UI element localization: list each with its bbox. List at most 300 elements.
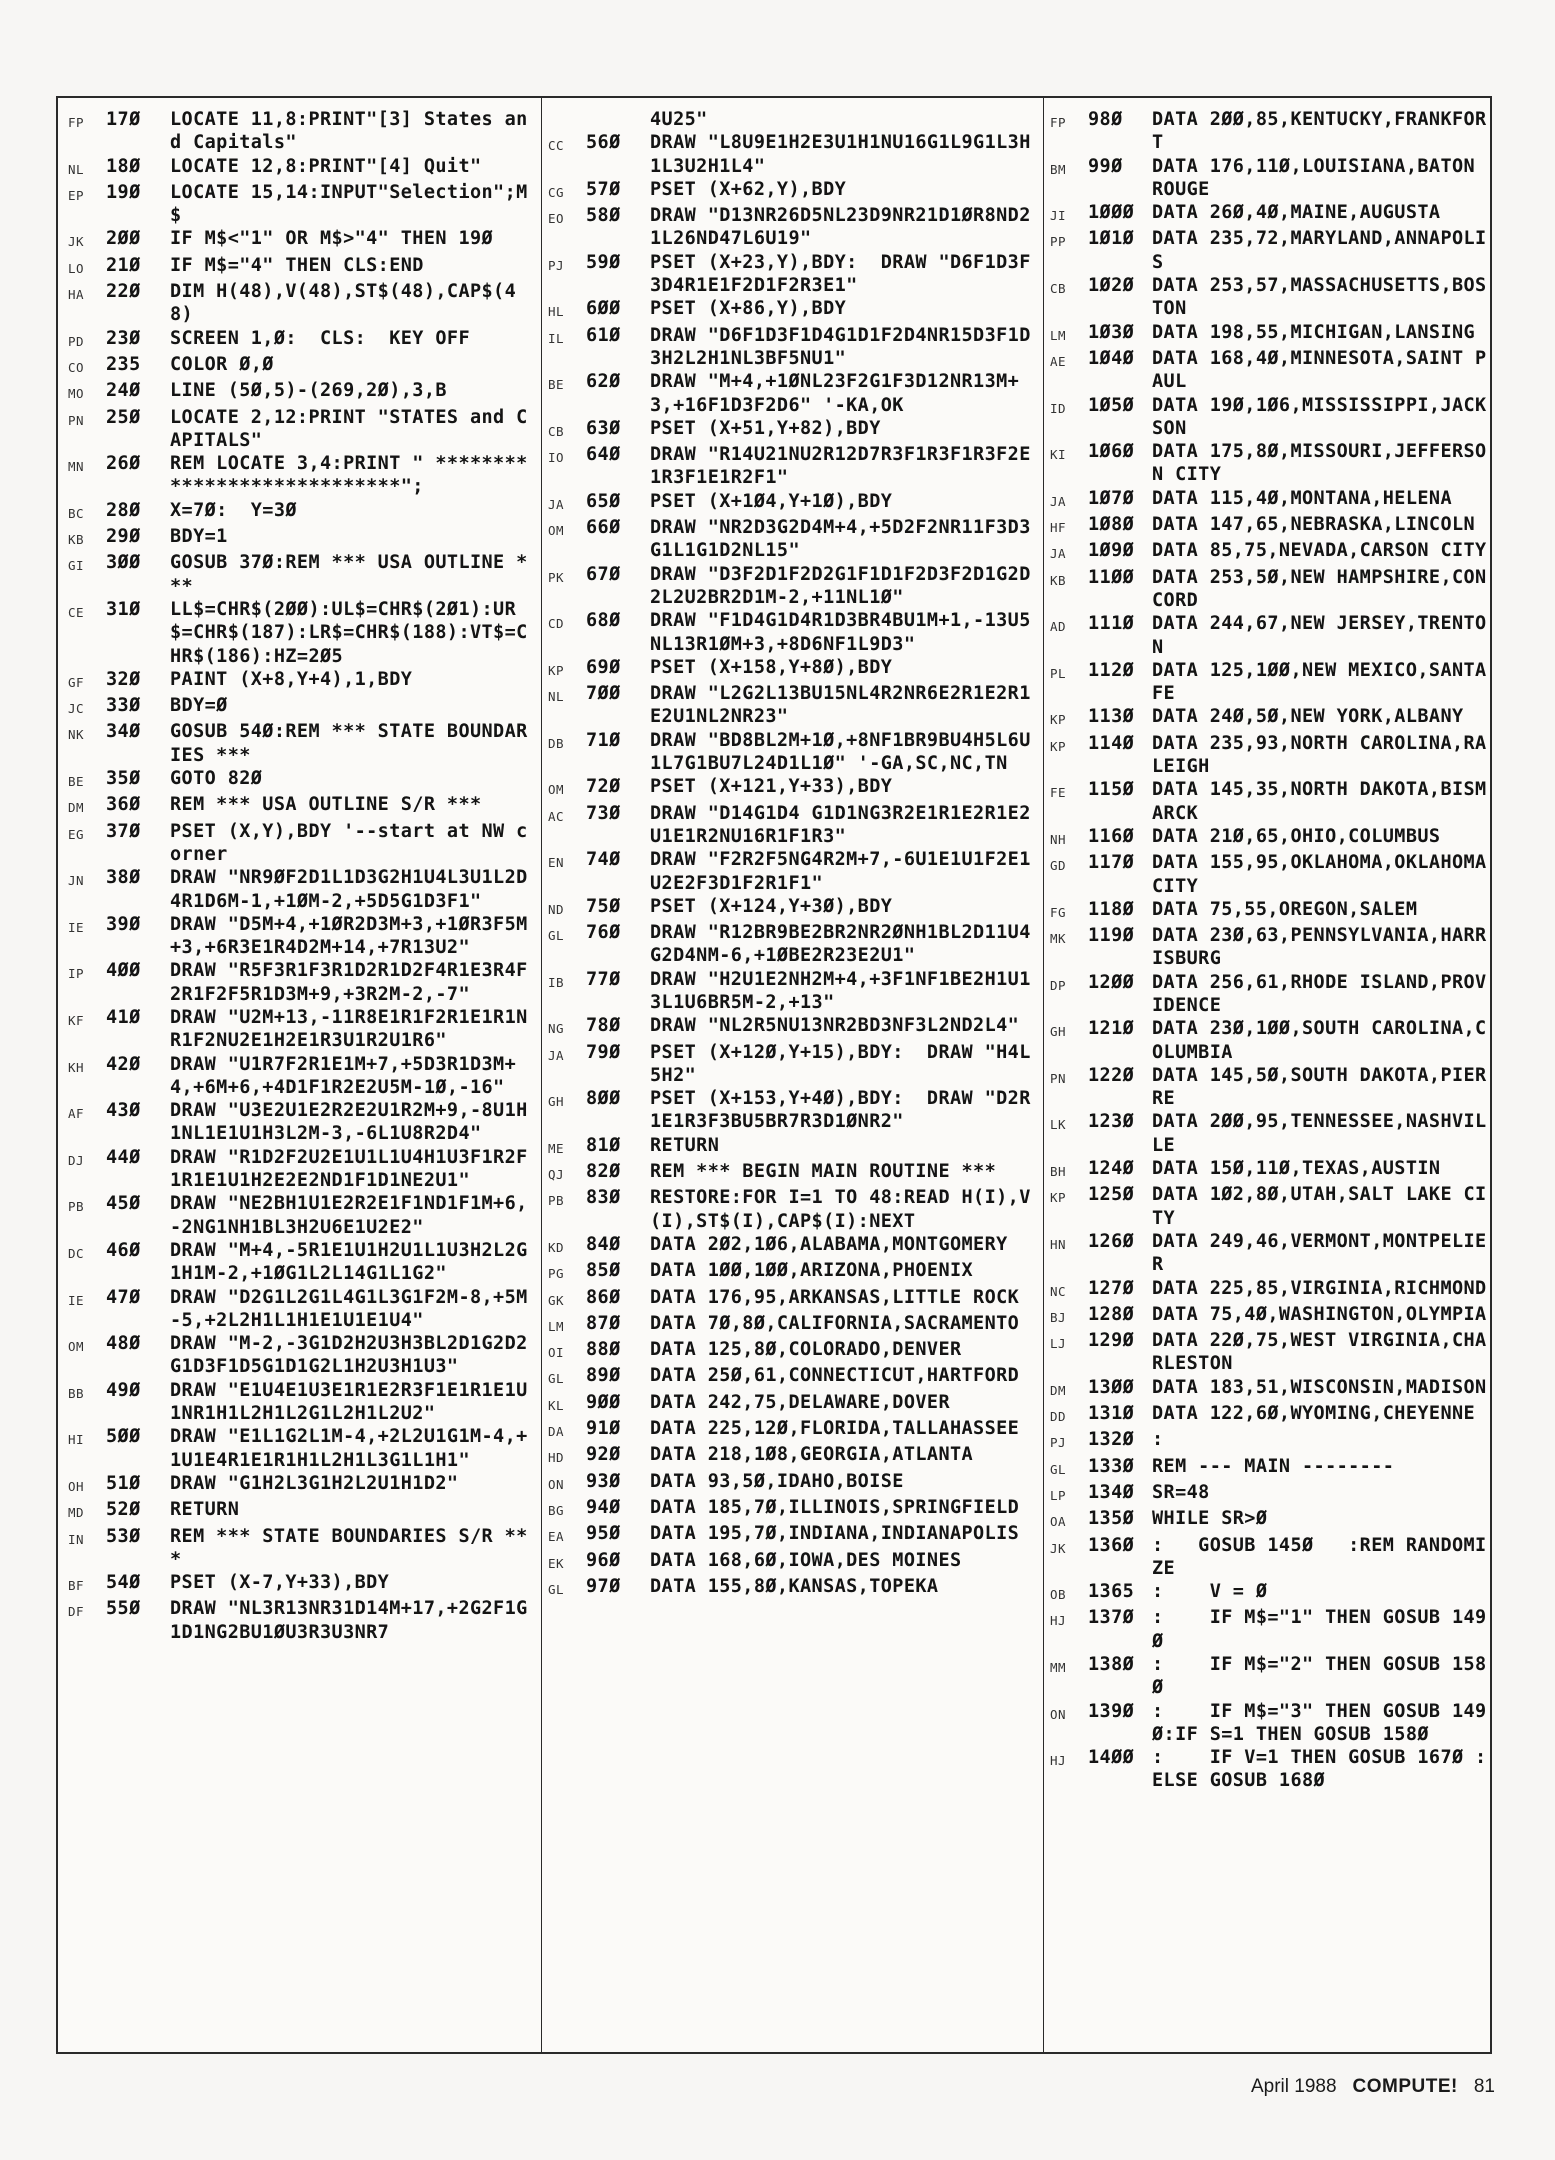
- code-line: [1050, 1303, 1488, 1329]
- checksum: JN: [68, 873, 85, 889]
- line-number: 66Ø: [586, 517, 621, 539]
- checksum: ON: [548, 1476, 565, 1492]
- line-number: 86Ø: [586, 1286, 621, 1308]
- code-line: [548, 1233, 1036, 1259]
- code-text: PSET (X+124,Y+3Ø),BDY: [650, 895, 893, 917]
- code-text: GOSUB 37Ø:REM *** USA OUTLINE ***: [170, 552, 528, 597]
- column-divider: [1043, 98, 1044, 2052]
- code-line: [1050, 539, 1488, 565]
- code-line: [548, 490, 1036, 516]
- line-number: 55Ø: [106, 1598, 141, 1620]
- code-text: LOCATE 15,14:INPUT"Selection";M$: [170, 181, 528, 227]
- code-line: [1050, 1580, 1488, 1606]
- code-line: [548, 1470, 1036, 1496]
- code-line: [1050, 851, 1499, 898]
- code-text: SR=48: [1152, 1481, 1210, 1503]
- line-number: 21Ø: [106, 254, 141, 276]
- listing-column-3: [1050, 108, 1499, 2044]
- line-number: 34Ø: [106, 721, 141, 743]
- line-number: 43Ø: [106, 1100, 141, 1122]
- code-line: [1050, 1507, 1488, 1533]
- code-text: PSET (X+158,Y+8Ø),BDY: [650, 656, 893, 678]
- line-number: 114Ø: [1088, 732, 1135, 754]
- code-text: 4U25": [650, 109, 708, 130]
- checksum: BF: [68, 1578, 85, 1594]
- code-text: DATA 2Ø2,1Ø6,ALABAMA,MONTGOMERY: [650, 1233, 1008, 1255]
- code-line: [1050, 1277, 1488, 1303]
- line-number: 13ØØ: [1088, 1376, 1135, 1398]
- checksum: KD: [548, 1239, 565, 1255]
- checksum: PK: [548, 569, 565, 585]
- code-text: DIM H(48),V(48),ST$(48),CAP$(48): [170, 281, 517, 326]
- checksum: KI: [1050, 447, 1067, 463]
- code-line: [548, 729, 1036, 776]
- checksum: BC: [68, 505, 85, 521]
- code-line: [548, 108, 1036, 131]
- line-number: 117Ø: [1088, 852, 1135, 874]
- line-number: 33Ø: [106, 695, 141, 717]
- line-number: 77Ø: [586, 968, 621, 990]
- checksum: [548, 108, 586, 111]
- code-text: DRAW "F1D4G1D4R1D3BR4BU1M+1,-13U5NL13R1ØM+3,+8D6NF1L9D3": [650, 610, 1031, 655]
- line-number: 73Ø: [586, 802, 621, 824]
- checksum: BH: [1050, 1164, 1067, 1180]
- checksum: JA: [1050, 493, 1067, 509]
- checksum: MD: [68, 1505, 85, 1521]
- checksum: IB: [548, 974, 565, 990]
- line-number: 46Ø: [106, 1239, 141, 1261]
- code-text: IF M$<"1" OR M$>"4" THEN 19Ø: [170, 228, 494, 250]
- code-text: DATA 147,65,NEBRASKA,LINCOLN: [1152, 514, 1476, 536]
- checksum: HL: [548, 304, 565, 320]
- code-line: [68, 1498, 534, 1524]
- code-text: DRAW "M+4,-5R1E1U1H2U1L1U3H2L2G1H1M-2,+1ØG1L2L14G1L1G2": [170, 1239, 528, 1285]
- checksum: GH: [548, 1094, 565, 1110]
- line-number: 98Ø: [1088, 109, 1123, 130]
- checksum: IE: [68, 1292, 85, 1308]
- line-number: 68Ø: [586, 610, 621, 632]
- checksum: CG: [548, 184, 565, 200]
- code-line: [68, 1472, 534, 1498]
- line-number: 121Ø: [1088, 1018, 1135, 1040]
- line-number: 1Ø3Ø: [1088, 321, 1135, 343]
- line-number: 7ØØ: [586, 683, 621, 705]
- checksum: AE: [1050, 353, 1067, 369]
- checksum: GL: [548, 928, 565, 944]
- line-number: 23Ø: [106, 327, 141, 349]
- code-text: DATA 225,85,VIRGINIA,RICHMOND: [1152, 1277, 1487, 1299]
- line-number: 113Ø: [1088, 706, 1135, 728]
- checksum: NH: [1050, 831, 1067, 847]
- code-line: [1050, 732, 1488, 779]
- code-text: DATA 198,55,MICHIGAN,LANSING: [1152, 321, 1476, 343]
- line-number: 69Ø: [586, 656, 621, 678]
- line-number: 71Ø: [586, 729, 621, 751]
- line-number: 37Ø: [106, 820, 141, 842]
- code-text: DATA 195,7Ø,INDIANA,INDIANAPOLIS: [650, 1523, 1020, 1545]
- checksum: GH: [1050, 1024, 1067, 1040]
- code-line: [1050, 1376, 1488, 1402]
- code-text: DATA 145,5Ø,SOUTH DAKOTA,PIERRE: [1152, 1064, 1487, 1110]
- code-line: [68, 1192, 534, 1239]
- checksum: PJ: [548, 257, 565, 273]
- checksum: KF: [68, 1012, 85, 1028]
- line-number: 39Ø: [106, 913, 141, 935]
- code-text: COLOR Ø,Ø: [170, 353, 274, 375]
- line-number: 112Ø: [1088, 659, 1135, 681]
- line-number: 25Ø: [106, 406, 141, 428]
- code-text: DATA 7Ø,8Ø,CALIFORNIA,SACRAMENTO: [650, 1312, 1020, 1334]
- code-line: [548, 204, 1036, 251]
- checksum: KB: [68, 532, 85, 548]
- code-line: [548, 968, 1036, 1015]
- code-text: DRAW "D6F1D3F1D4G1D1F2D4NR15D3F1D3H2L2H1NL3BF5NU1": [650, 324, 1031, 369]
- column-divider: [541, 98, 542, 2052]
- code-line: [1050, 1700, 1488, 1747]
- code-line: [548, 656, 1036, 682]
- code-line: [1050, 1428, 1488, 1454]
- code-line: [68, 353, 534, 379]
- checksum: OM: [68, 1339, 85, 1355]
- code-text: DATA 168,6Ø,IOWA,DES MOINES: [650, 1549, 962, 1571]
- code-line: [1050, 394, 1488, 441]
- code-line: [68, 181, 534, 228]
- line-number: 67Ø: [586, 563, 621, 585]
- checksum: GF: [68, 674, 85, 690]
- code-text: GOSUB 54Ø:REM *** STATE BOUNDARIES ***: [170, 721, 528, 766]
- checksum: JC: [68, 701, 85, 717]
- code-text: DATA 175,8Ø,MISSOURI,JEFFERSON CITY: [1152, 441, 1487, 486]
- checksum: ME: [548, 1140, 565, 1156]
- line-number: 91Ø: [586, 1418, 621, 1440]
- checksum: MO: [68, 386, 85, 402]
- code-text: LOCATE 11,8:PRINT"[3] States and Capitals": [170, 109, 528, 154]
- code-text: DRAW "U2M+13,-11R8E1R1F2R1E1R1NR1F2NU2E1H2E1R3U1R2U1R6": [170, 1006, 528, 1052]
- code-line: [68, 280, 534, 327]
- line-number: 136Ø: [1088, 1534, 1135, 1556]
- checksum: PP: [1050, 234, 1067, 250]
- checksum: LP: [1050, 1487, 1067, 1503]
- code-line: [548, 1391, 1036, 1417]
- code-text: DATA 25Ø,61,CONNECTICUT,HARTFORD: [650, 1365, 1020, 1387]
- code-line: [548, 1259, 1036, 1285]
- code-line: [68, 1099, 534, 1146]
- line-number: 118Ø: [1088, 898, 1135, 920]
- code-line: [548, 370, 1036, 417]
- code-text: DATA 176,95,ARKANSAS,LITTLE ROCK: [650, 1286, 1020, 1308]
- code-text: PSET (X+62,Y),BDY: [650, 178, 847, 200]
- code-line: [548, 1134, 1036, 1160]
- line-number: 111Ø: [1088, 613, 1135, 635]
- code-line: [548, 1186, 1036, 1233]
- code-text: DATA 1ØØ,1ØØ,ARIZONA,PHOENIX: [650, 1260, 974, 1282]
- code-line: [68, 720, 534, 767]
- code-text: LL$=CHR$(2ØØ):UL$=CHR$(2Ø1):UR$=CHR$(187):LR$=CHR$(188):VT$=CHR$(186):HZ=2Ø5: [170, 598, 528, 667]
- code-line: [68, 406, 534, 453]
- code-line: [68, 379, 534, 405]
- checksum: JK: [1050, 1540, 1067, 1556]
- checksum: EA: [548, 1529, 565, 1545]
- code-text: DATA 22Ø,75,WEST VIRGINIA,CHARLESTON: [1152, 1330, 1487, 1375]
- issue-date: April 1988: [1250, 2076, 1337, 2097]
- checksum: MM: [1050, 1660, 1067, 1675]
- checksum: DD: [1050, 1409, 1067, 1425]
- checksum: BJ: [1050, 1309, 1067, 1325]
- checksum: AF: [68, 1106, 85, 1122]
- checksum: GL: [548, 1581, 565, 1597]
- code-text: DRAW "NE2BH1U1E2R2E1F1ND1F1M+6,-2NG1NH1BL3H2U6E1U2E2": [170, 1193, 528, 1238]
- checksum: IN: [68, 1531, 85, 1547]
- line-number: 35Ø: [106, 768, 141, 790]
- code-line: [1050, 566, 1488, 613]
- code-text: DATA 23Ø,1ØØ,SOUTH CAROLINA,COLUMBIA: [1152, 1018, 1487, 1063]
- checksum: AC: [548, 808, 565, 824]
- checksum: IO: [548, 450, 565, 466]
- code-text: DRAW "NL3R13NR31D14M+17,+2G2F1G1D1NG2BU1ØU3R3U3NR7: [170, 1598, 528, 1643]
- line-number: 94Ø: [586, 1496, 621, 1518]
- listing-column-2: [548, 108, 1036, 2044]
- line-number: 115Ø: [1088, 779, 1135, 801]
- line-number: 79Ø: [586, 1041, 621, 1063]
- checksum: GD: [1050, 858, 1067, 874]
- code-text: REM *** STATE BOUNDARIES S/R ***: [170, 1525, 528, 1570]
- line-number: 62Ø: [586, 371, 621, 393]
- code-line: [1050, 1455, 1488, 1481]
- code-text: DRAW "F2R2F5NG4R2M+7,-6U1E1U1F2E1U2E2F3D1F2R1F1": [650, 849, 1031, 894]
- line-number: 1Ø8Ø: [1088, 514, 1135, 536]
- line-number: 5ØØ: [106, 1426, 141, 1448]
- code-line: [68, 1379, 534, 1426]
- line-number: 85Ø: [586, 1260, 621, 1282]
- checksum: MK: [1050, 931, 1067, 947]
- code-text: PSET (X+12Ø,Y+15),BDY: DRAW "H4L5H2": [650, 1041, 1031, 1086]
- code-text: PSET (X-7,Y+33),BDY: [170, 1572, 390, 1594]
- checksum: JI: [1050, 208, 1067, 224]
- code-text: DATA 85,75,NEVADA,CARSON CITY: [1152, 540, 1487, 562]
- checksum: IP: [68, 966, 85, 982]
- line-number: 22Ø: [106, 281, 141, 303]
- checksum: LM: [548, 1318, 565, 1334]
- code-text: : V = Ø: [1152, 1581, 1268, 1603]
- code-text: PSET (X+51,Y+82),BDY: [650, 417, 881, 439]
- code-line: [1050, 1534, 1488, 1581]
- code-line: [1050, 825, 1488, 851]
- code-text: PSET (X+153,Y+4Ø),BDY: DRAW "D2R1E1R3F3BU5BR7R3D1ØNR2": [650, 1088, 1031, 1133]
- code-line: [68, 1006, 534, 1053]
- code-line: [548, 895, 1036, 921]
- code-text: DATA 176,11Ø,LOUISIANA,BATON ROUGE: [1152, 155, 1487, 200]
- line-number: 96Ø: [586, 1549, 621, 1571]
- checksum: PB: [68, 1199, 85, 1215]
- code-line: [548, 1014, 1036, 1040]
- line-number: 89Ø: [586, 1365, 621, 1387]
- line-number: 119Ø: [1088, 925, 1135, 947]
- line-number: 54Ø: [106, 1572, 141, 1594]
- code-line: [548, 1041, 1036, 1088]
- line-number: 125Ø: [1088, 1184, 1135, 1206]
- line-number: 53Ø: [106, 1525, 141, 1547]
- code-line: [68, 327, 534, 353]
- code-text: DATA 122,6Ø,WYOMING,CHEYENNE: [1152, 1403, 1476, 1425]
- line-number: 75Ø: [586, 895, 621, 917]
- line-number: 17Ø: [106, 109, 141, 130]
- line-number: 6ØØ: [586, 298, 621, 320]
- checksum: IL: [548, 330, 565, 346]
- line-number: 122Ø: [1088, 1064, 1135, 1086]
- code-text: DRAW "NR9ØF2D1L1D3G2H1U4L3U1L2D4R1D6M-1,+1ØM-2,+5D5G1D3F1": [170, 867, 528, 912]
- code-line: [548, 1522, 1036, 1548]
- code-text: REM *** USA OUTLINE S/R ***: [170, 794, 482, 816]
- checksum: IE: [68, 919, 85, 935]
- code-text: DATA 235,72,MARYLAND,ANNAPOLIS: [1152, 228, 1487, 273]
- code-text: DRAW "NR2D3G2D4M+4,+5D2F2NR11F3D3G1L1G1D2NL15": [650, 517, 1031, 562]
- code-line: [548, 775, 1036, 801]
- checksum: QJ: [548, 1167, 565, 1183]
- code-text: DATA 218,1Ø8,GEORGIA,ATLANTA: [650, 1444, 974, 1466]
- line-number: 26Ø: [106, 453, 141, 475]
- code-text: SCREEN 1,Ø: CLS: KEY OFF: [170, 327, 470, 349]
- checksum: HI: [68, 1432, 85, 1448]
- line-number: 52Ø: [106, 1499, 141, 1521]
- code-line: [1050, 440, 1488, 487]
- code-text: DRAW "M-2,-3G1D2H2U3H3BL2D1G2D2G1D3F1D5G1D1G2L1H2U3H1U3": [170, 1333, 528, 1378]
- code-line: [68, 499, 534, 525]
- line-number: 3ØØ: [106, 552, 141, 574]
- code-line: [68, 155, 534, 181]
- code-text: DRAW "L2G2L13BU15NL4R2NR6E2R1E2R1E2U1NL2NR23": [650, 683, 1031, 728]
- line-number: 78Ø: [586, 1015, 621, 1037]
- line-number: 1365: [1088, 1581, 1135, 1603]
- checksum: PD: [68, 333, 85, 349]
- code-line: [68, 1286, 534, 1333]
- checksum: JK: [68, 234, 85, 250]
- code-line: [548, 1286, 1036, 1312]
- code-line: [68, 1525, 534, 1572]
- code-text: DATA 155,95,OKLAHOMA,OKLAHOMA CITY: [1152, 852, 1499, 897]
- checksum: KL: [548, 1397, 565, 1413]
- checksum: GK: [548, 1292, 565, 1308]
- line-number: 82Ø: [586, 1161, 621, 1183]
- checksum: PJ: [1050, 1435, 1067, 1451]
- code-text: RETURN: [650, 1134, 720, 1156]
- code-line: [548, 131, 1036, 178]
- code-line: [1050, 1606, 1488, 1653]
- code-text: : IF M$="3" THEN GOSUB 149Ø:IF S=1 THEN GOSUB 158Ø: [1152, 1700, 1487, 1745]
- code-line: [68, 452, 534, 499]
- line-number: 63Ø: [586, 417, 621, 439]
- line-number: 76Ø: [586, 922, 621, 944]
- line-number: 97Ø: [586, 1575, 621, 1597]
- checksum: BE: [548, 377, 565, 393]
- line-number: 127Ø: [1088, 1277, 1135, 1299]
- checksum: LM: [1050, 327, 1067, 343]
- code-line: [1050, 1329, 1488, 1376]
- line-number: 99Ø: [1088, 155, 1123, 177]
- checksum: DM: [1050, 1382, 1067, 1398]
- checksum: OI: [548, 1345, 565, 1361]
- line-number: 135Ø: [1088, 1508, 1135, 1530]
- code-text: DATA 75,4Ø,WASHINGTON,OLYMPIA: [1152, 1303, 1487, 1325]
- code-text: DATA 75,55,OREGON,SALEM: [1152, 898, 1418, 920]
- line-number: 72Ø: [586, 776, 621, 798]
- code-line: [68, 959, 534, 1006]
- checksum: GL: [1050, 1461, 1067, 1477]
- line-number: 42Ø: [106, 1053, 141, 1075]
- code-line: [1050, 924, 1488, 971]
- code-line: [1050, 612, 1488, 659]
- line-number: 41Ø: [106, 1006, 141, 1028]
- line-number: 1Ø7Ø: [1088, 487, 1135, 509]
- code-text: X=7Ø: Y=3Ø: [170, 499, 297, 521]
- code-line: [68, 1239, 534, 1286]
- code-text: REM LOCATE 3,4:PRINT " ****************************";: [170, 453, 528, 498]
- code-text: DATA 21Ø,65,OHIO,COLUMBUS: [1152, 825, 1441, 847]
- code-line: [1050, 513, 1488, 539]
- code-line: [1050, 1746, 1488, 1793]
- code-text: DRAW "U3E2U1E2R2E2U1R2M+9,-8U1H1NL1E1U1H3L2M-3,-6L1U8R2D4": [170, 1100, 528, 1145]
- line-number: 95Ø: [586, 1523, 621, 1545]
- checksum: JA: [548, 496, 565, 512]
- code-line: [548, 1364, 1036, 1390]
- checksum: DB: [548, 735, 565, 751]
- line-number: 47Ø: [106, 1286, 141, 1308]
- code-text: DRAW "R12BR9BE2BR2NR2ØNH1BL2D11U4G2D4NM-6,+1ØBE2R23E2U1": [650, 922, 1031, 967]
- code-line: [548, 1549, 1036, 1575]
- line-number: 28Ø: [106, 499, 141, 521]
- checksum: NC: [1050, 1283, 1067, 1299]
- code-line: [548, 297, 1036, 323]
- line-number: 49Ø: [106, 1379, 141, 1401]
- code-text: DRAW "L8U9E1H2E3U1H1NU16G1L9G1L3H1L3U2H1L4": [650, 132, 1031, 177]
- line-number: 1Ø5Ø: [1088, 394, 1135, 416]
- checksum: KP: [1050, 738, 1067, 754]
- page-number: 81: [1473, 2076, 1495, 2097]
- line-number: 11ØØ: [1088, 566, 1135, 588]
- checksum: OH: [68, 1478, 85, 1494]
- code-line: [1050, 108, 1488, 155]
- code-text: DRAW "D2G1L2G1L4G1L3G1F2M-8,+5M-5,+2L2H1L1H1E1U1E1U4": [170, 1286, 528, 1331]
- checksum: HJ: [1050, 1753, 1067, 1769]
- code-line: [68, 866, 534, 913]
- line-number: 123Ø: [1088, 1111, 1135, 1133]
- line-number: 18Ø: [106, 155, 141, 177]
- line-number: 31Ø: [106, 598, 141, 620]
- line-number: 139Ø: [1088, 1700, 1135, 1722]
- checksum: BE: [68, 774, 85, 790]
- checksum: OB: [1050, 1587, 1067, 1603]
- checksum: ON: [1050, 1706, 1067, 1722]
- checksum: CC: [548, 138, 565, 154]
- checksum: EN: [548, 855, 565, 871]
- code-line: [1050, 705, 1488, 731]
- code-text: DATA 168,4Ø,MINNESOTA,SAINT PAUL: [1152, 347, 1487, 393]
- checksum: HJ: [1050, 1613, 1067, 1629]
- line-number: 32Ø: [106, 668, 141, 690]
- line-number: 126Ø: [1088, 1230, 1135, 1252]
- code-line: [548, 609, 1036, 656]
- code-line: [548, 563, 1036, 610]
- code-text: : GOSUB 145Ø :REM RANDOMIZE: [1152, 1534, 1487, 1579]
- checksum: CB: [1050, 281, 1067, 297]
- checksum: ID: [1050, 400, 1067, 416]
- line-number: 137Ø: [1088, 1607, 1135, 1629]
- code-text: DATA 225,12Ø,FLORIDA,TALLAHASSEE: [650, 1418, 1020, 1440]
- code-text: LOCATE 2,12:PRINT "STATES and CAPITALS": [170, 406, 528, 451]
- code-line: [68, 1332, 534, 1379]
- checksum: DM: [68, 800, 85, 816]
- checksum: BM: [1050, 161, 1067, 177]
- code-text: DATA 249,46,VERMONT,MONTPELIER: [1152, 1230, 1487, 1276]
